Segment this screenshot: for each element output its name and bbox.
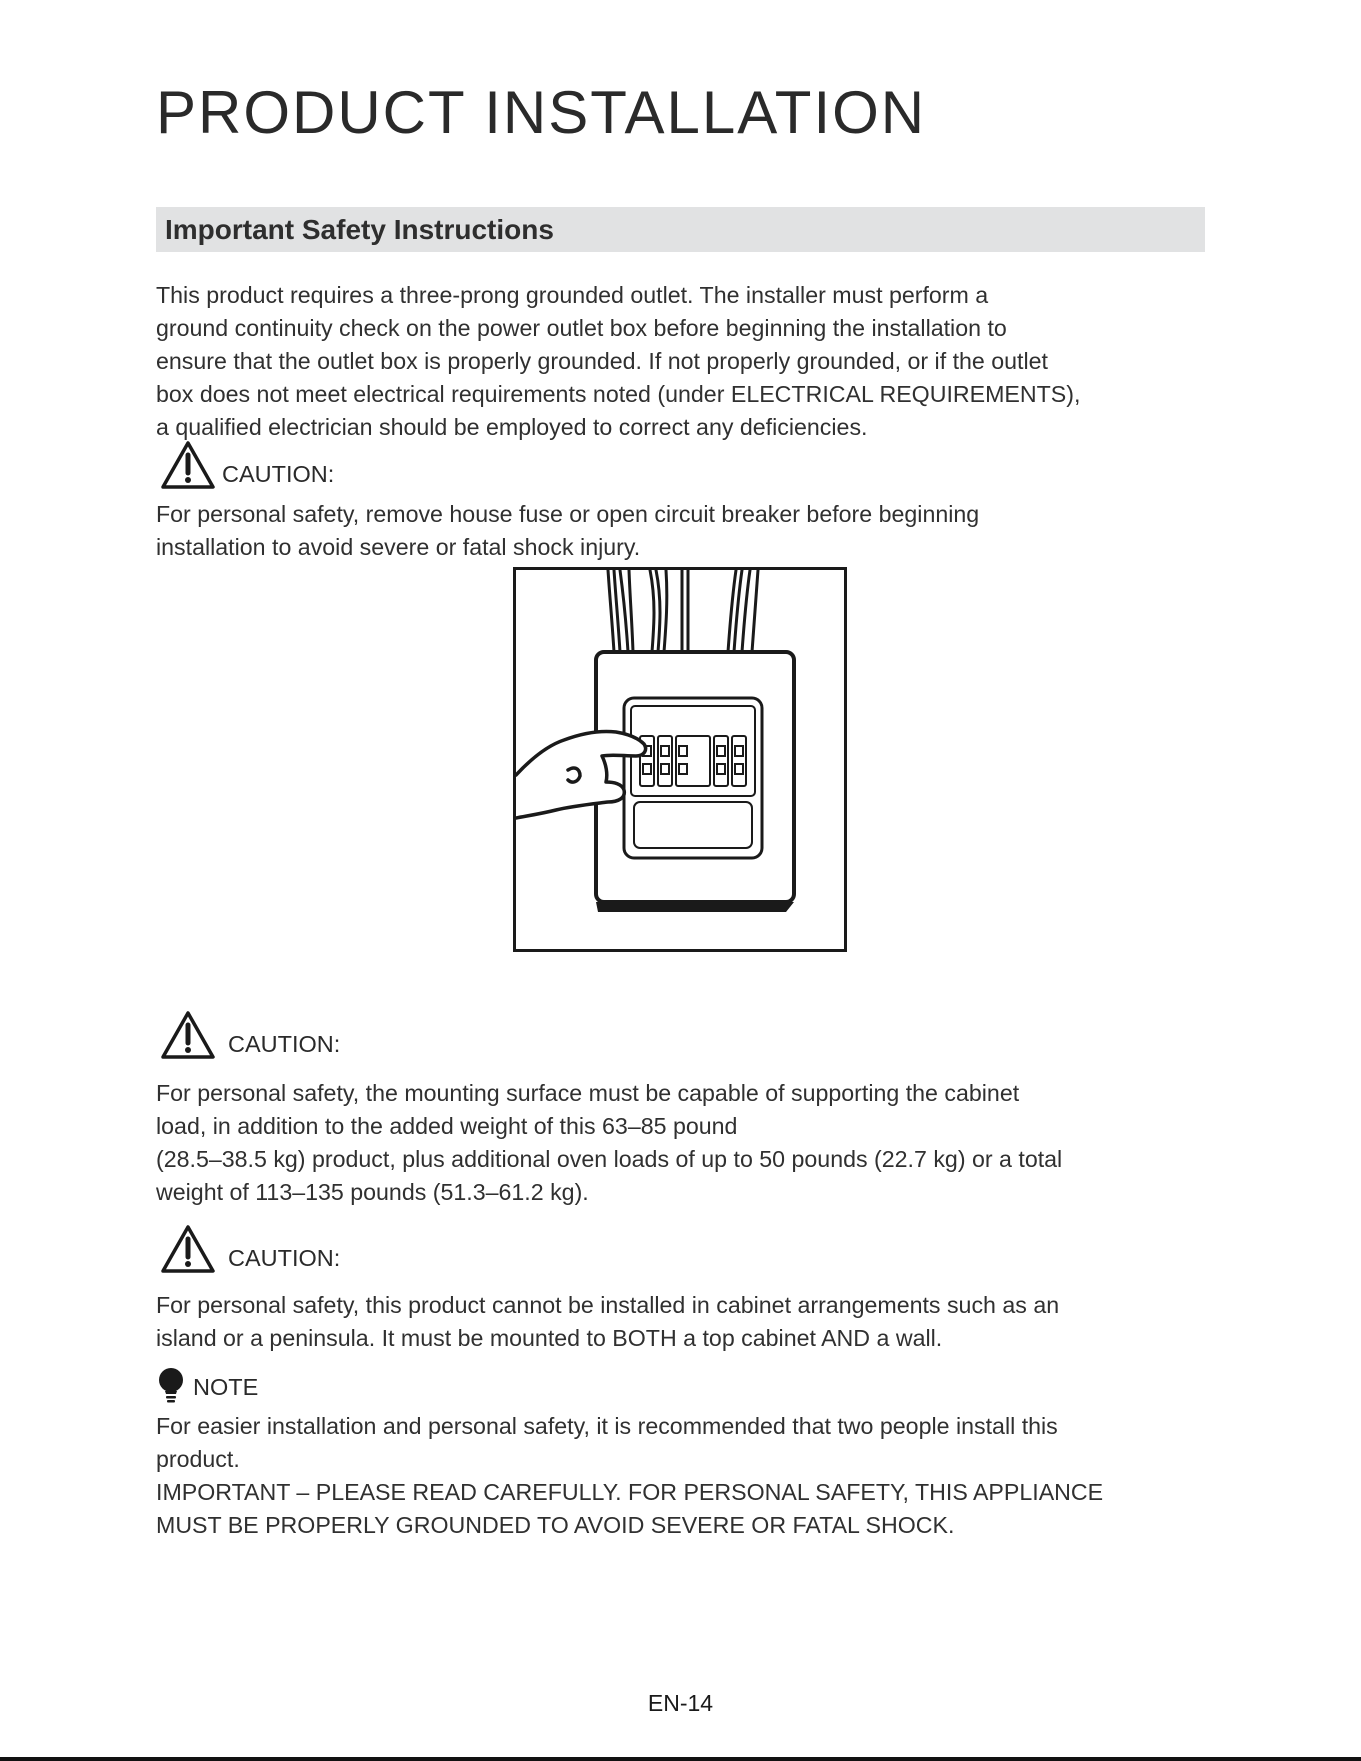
- note-heading: [156, 1363, 258, 1403]
- caution-label: CAUTION:: [228, 1245, 341, 1271]
- page-title: PRODUCT INSTALLATION: [156, 79, 927, 146]
- intro-line: This product requires a three-prong grounded outlet. The installer must perform a: [156, 282, 989, 308]
- caution-line: load, in addition to the added weight of this 63–85 pound: [156, 1113, 738, 1139]
- caution-line: island or a peninsula. It must be mounted to BOTH a top cabinet AND a wall.: [156, 1325, 943, 1351]
- note-paragraph: [156, 1410, 1103, 1542]
- caution-heading-2: [160, 1008, 340, 1060]
- page-number: EN-14: [647, 1690, 714, 1716]
- intro-line: ground continuity check on the power outlet box before beginning the installation to: [156, 315, 1007, 341]
- intro-paragraph: [156, 279, 1080, 444]
- intro-line: ensure that the outlet box is properly grounded. If not properly grounded, or if the outlet: [156, 348, 1048, 374]
- circuit-breaker-illustration: [513, 567, 847, 952]
- caution-paragraph-3: [156, 1289, 1059, 1355]
- caution-line: For personal safety, this product cannot be installed in cabinet arrangements such as an: [156, 1292, 1060, 1318]
- bottom-rule: [0, 1757, 1361, 1761]
- caution-line: (28.5–38.5 kg) product, plus additional oven loads of up to 50 pounds (22.7 kg) or a total: [156, 1146, 1063, 1172]
- warning-triangle-icon: [160, 1010, 216, 1060]
- caution-heading-1: [160, 438, 334, 490]
- caution-line: installation to avoid severe or fatal shock injury.: [156, 534, 641, 560]
- intro-line: a qualified electrician should be employed to correct any deficiencies.: [156, 414, 868, 440]
- caution-paragraph-1: [156, 498, 979, 564]
- caution-paragraph-2: [156, 1077, 1062, 1209]
- caution-heading-3: [160, 1222, 340, 1274]
- warning-triangle-icon: [160, 1224, 216, 1274]
- caution-label: CAUTION:: [222, 461, 335, 487]
- caution-line: For personal safety, remove house fuse or open circuit breaker before beginning: [156, 501, 980, 527]
- note-line: For easier installation and personal safety, it is recommended that two people install this: [156, 1413, 1058, 1439]
- note-line: product.: [156, 1446, 240, 1472]
- caution-line: For personal safety, the mounting surface must be capable of supporting the cabinet: [156, 1080, 1020, 1106]
- warning-triangle-icon: [160, 440, 216, 490]
- caution-line: weight of 113–135 pounds (51.3–61.2 kg).: [156, 1179, 589, 1205]
- note-line: MUST BE PROPERLY GROUNDED TO AVOID SEVERE OR FATAL SHOCK.: [156, 1512, 955, 1538]
- caution-label: CAUTION:: [228, 1031, 341, 1057]
- intro-line: box does not meet electrical requirements noted (under ELECTRICAL REQUIREMENTS),: [156, 381, 1081, 407]
- note-label: NOTE: [193, 1374, 259, 1400]
- section-title: Important Safety Instructions: [165, 214, 554, 245]
- lightbulb-icon: [156, 1367, 186, 1403]
- section-header-bar: [156, 207, 1205, 252]
- breaker-panel-drawing: [516, 570, 844, 949]
- note-line: IMPORTANT – PLEASE READ CAREFULLY. FOR PERSONAL SAFETY, THIS APPLIANCE: [156, 1479, 1104, 1505]
